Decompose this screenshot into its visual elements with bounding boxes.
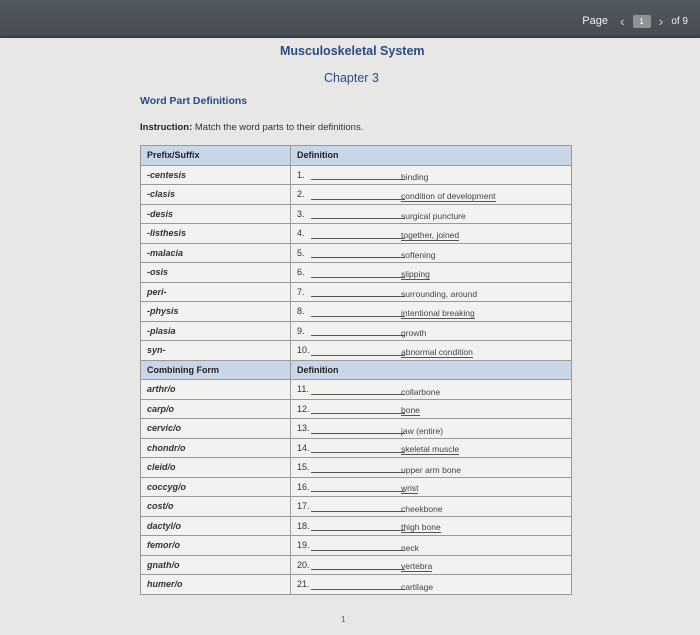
word-part: arthr/o bbox=[141, 380, 291, 400]
table-row bbox=[141, 321, 572, 341]
table-row bbox=[141, 263, 572, 283]
word-part: dactyl/o bbox=[141, 516, 291, 536]
item-number: 17. bbox=[297, 501, 310, 511]
current-page-input[interactable]: 1 bbox=[633, 15, 651, 28]
definition-cell bbox=[291, 321, 572, 341]
definition-cell bbox=[291, 497, 572, 517]
definition-option: condition of development bbox=[401, 190, 496, 201]
word-part: humer/o bbox=[141, 575, 291, 595]
table-header-row bbox=[141, 360, 572, 380]
table-row bbox=[141, 341, 572, 361]
answer-blank[interactable] bbox=[311, 550, 405, 551]
word-part: -physis bbox=[141, 302, 291, 322]
answer-blank[interactable] bbox=[311, 589, 405, 590]
table-row bbox=[141, 165, 572, 185]
definition-cell bbox=[291, 516, 572, 536]
definition-cell bbox=[291, 263, 572, 283]
word-part: peri- bbox=[141, 282, 291, 302]
item-number: 19. bbox=[297, 540, 310, 550]
definition-cell bbox=[291, 341, 572, 361]
item-number: 20. bbox=[297, 559, 310, 570]
item-number: 5. bbox=[297, 247, 305, 258]
definition-option: collarbone bbox=[401, 386, 441, 397]
table-row bbox=[141, 516, 572, 536]
column-header-definition: Definition bbox=[291, 360, 572, 380]
item-number: 10. bbox=[297, 345, 310, 355]
definition-option: wrist bbox=[401, 483, 419, 493]
document-page bbox=[0, 38, 700, 635]
table-row bbox=[141, 302, 572, 322]
table-row bbox=[141, 575, 572, 595]
word-part: -listhesis bbox=[141, 224, 291, 244]
word-part: -plasia bbox=[141, 321, 291, 341]
definition-option: neck bbox=[401, 542, 419, 553]
definition-option: binding bbox=[401, 172, 429, 182]
answer-blank[interactable] bbox=[311, 472, 405, 473]
item-number: 14. bbox=[297, 442, 310, 453]
definition-cell bbox=[291, 458, 572, 478]
answer-blank[interactable] bbox=[311, 452, 405, 453]
previous-page-icon[interactable]: ‹ bbox=[619, 13, 625, 29]
definition-cell bbox=[291, 243, 572, 263]
column-header-definition: Definition bbox=[291, 146, 572, 166]
total-pages: of 9 bbox=[671, 15, 688, 27]
answer-blank[interactable] bbox=[311, 394, 405, 395]
column-header-word-part: Combining Form bbox=[141, 360, 291, 380]
instruction-text: Match the word parts to their definitions. bbox=[192, 122, 364, 133]
word-part: -clasis bbox=[141, 185, 291, 205]
item-number: 2. bbox=[297, 189, 305, 199]
item-number: 3. bbox=[297, 208, 305, 219]
table-row bbox=[141, 380, 572, 400]
definition-cell bbox=[291, 282, 572, 302]
column-header-word-part: Prefix/Suffix bbox=[141, 146, 291, 166]
table-row bbox=[141, 497, 572, 517]
word-part: -desis bbox=[141, 204, 291, 224]
answer-blank[interactable] bbox=[311, 257, 405, 258]
table-row bbox=[141, 282, 572, 302]
word-part: cervic/o bbox=[141, 419, 291, 439]
definition-cell bbox=[291, 380, 572, 400]
word-part: femor/o bbox=[141, 536, 291, 556]
definition-option: upper arm bone bbox=[401, 464, 462, 475]
definition-option: softening bbox=[401, 250, 436, 260]
item-number: 13. bbox=[297, 423, 310, 433]
definition-cell bbox=[291, 204, 572, 224]
definition-option: cartilage bbox=[401, 581, 434, 592]
word-part: coccyg/o bbox=[141, 477, 291, 497]
item-number: 1. bbox=[297, 169, 305, 180]
answer-blank[interactable] bbox=[311, 511, 405, 512]
answer-blank[interactable] bbox=[311, 491, 405, 492]
answer-blank[interactable] bbox=[311, 277, 405, 278]
answer-blank[interactable] bbox=[311, 316, 405, 317]
table-row bbox=[141, 204, 572, 224]
instruction bbox=[140, 122, 363, 133]
table-row bbox=[141, 477, 572, 497]
word-part: carp/o bbox=[141, 399, 291, 419]
word-part: cost/o bbox=[141, 497, 291, 517]
chapter-heading: Chapter 3 bbox=[324, 71, 379, 85]
document-title: Musculoskeletal System bbox=[280, 44, 425, 58]
definition-cell bbox=[291, 438, 572, 458]
word-part: syn- bbox=[141, 341, 291, 361]
definition-option: surgical puncture bbox=[401, 211, 466, 221]
definition-cell bbox=[291, 419, 572, 439]
definition-option: slipping bbox=[401, 268, 430, 279]
definition-cell bbox=[291, 224, 572, 244]
instruction-label: Instruction: bbox=[140, 122, 193, 133]
definition-cell bbox=[291, 575, 572, 595]
item-number: 16. bbox=[297, 481, 310, 492]
table-header-row bbox=[141, 146, 572, 166]
definition-option: abnormal condition bbox=[401, 346, 473, 357]
definition-option: together, joined bbox=[401, 229, 460, 240]
definition-option: growth bbox=[401, 328, 427, 338]
answer-blank[interactable] bbox=[311, 355, 405, 356]
answer-blank[interactable] bbox=[311, 569, 405, 570]
word-part: cleid/o bbox=[141, 458, 291, 478]
next-page-icon[interactable]: › bbox=[658, 13, 664, 29]
definition-cell bbox=[291, 302, 572, 322]
item-number: 18. bbox=[297, 520, 310, 531]
table-row bbox=[141, 224, 572, 244]
answer-blank[interactable] bbox=[311, 530, 405, 531]
table-row bbox=[141, 185, 572, 205]
word-part: -malacia bbox=[141, 243, 291, 263]
answer-blank[interactable] bbox=[311, 433, 405, 434]
item-number: 15. bbox=[297, 462, 310, 472]
viewer-toolbar bbox=[0, 0, 700, 40]
table-row bbox=[141, 536, 572, 556]
definition-option: skeletal muscle bbox=[401, 444, 460, 454]
definition-option: jaw (entire) bbox=[401, 425, 444, 436]
definition-option: intentional breaking bbox=[401, 307, 475, 318]
definition-cell bbox=[291, 555, 572, 575]
item-number: 7. bbox=[297, 286, 305, 297]
definition-cell bbox=[291, 165, 572, 185]
answer-blank[interactable] bbox=[311, 335, 405, 336]
word-part: -centesis bbox=[141, 165, 291, 185]
page-number: 1 bbox=[341, 615, 346, 624]
item-number: 21. bbox=[297, 579, 310, 589]
definition-cell bbox=[291, 399, 572, 419]
definition-option: cheekbone bbox=[401, 503, 443, 514]
answer-blank[interactable] bbox=[311, 179, 405, 180]
section-heading: Word Part Definitions bbox=[140, 95, 248, 107]
table-row bbox=[141, 555, 572, 575]
answer-blank[interactable] bbox=[311, 218, 405, 219]
answer-blank[interactable] bbox=[311, 296, 405, 297]
item-number: 11. bbox=[297, 384, 309, 394]
definition-option: surrounding, around bbox=[401, 289, 478, 299]
word-part: chondr/o bbox=[141, 438, 291, 458]
definition-option: vertebra bbox=[401, 561, 433, 571]
word-part: gnath/o bbox=[141, 555, 291, 575]
answer-blank[interactable] bbox=[311, 413, 405, 414]
word-part-table bbox=[140, 145, 572, 595]
item-number: 9. bbox=[297, 325, 305, 336]
table-row bbox=[141, 399, 572, 419]
item-number: 6. bbox=[297, 267, 305, 277]
table-row bbox=[141, 458, 572, 478]
definition-cell bbox=[291, 185, 572, 205]
item-number: 8. bbox=[297, 306, 305, 316]
answer-blank[interactable] bbox=[311, 238, 405, 239]
answer-blank[interactable] bbox=[311, 199, 405, 200]
definition-option: bone bbox=[401, 405, 420, 415]
definition-cell bbox=[291, 536, 572, 556]
page-navigator bbox=[582, 14, 688, 28]
definition-option: thigh bone bbox=[401, 522, 441, 532]
word-part: -osis bbox=[141, 263, 291, 283]
item-number: 4. bbox=[297, 228, 305, 238]
definition-cell bbox=[291, 477, 572, 497]
table-row bbox=[141, 438, 572, 458]
item-number: 12. bbox=[297, 403, 310, 414]
page-label: Page bbox=[582, 15, 608, 27]
table-row bbox=[141, 243, 572, 263]
table-row bbox=[141, 419, 572, 439]
